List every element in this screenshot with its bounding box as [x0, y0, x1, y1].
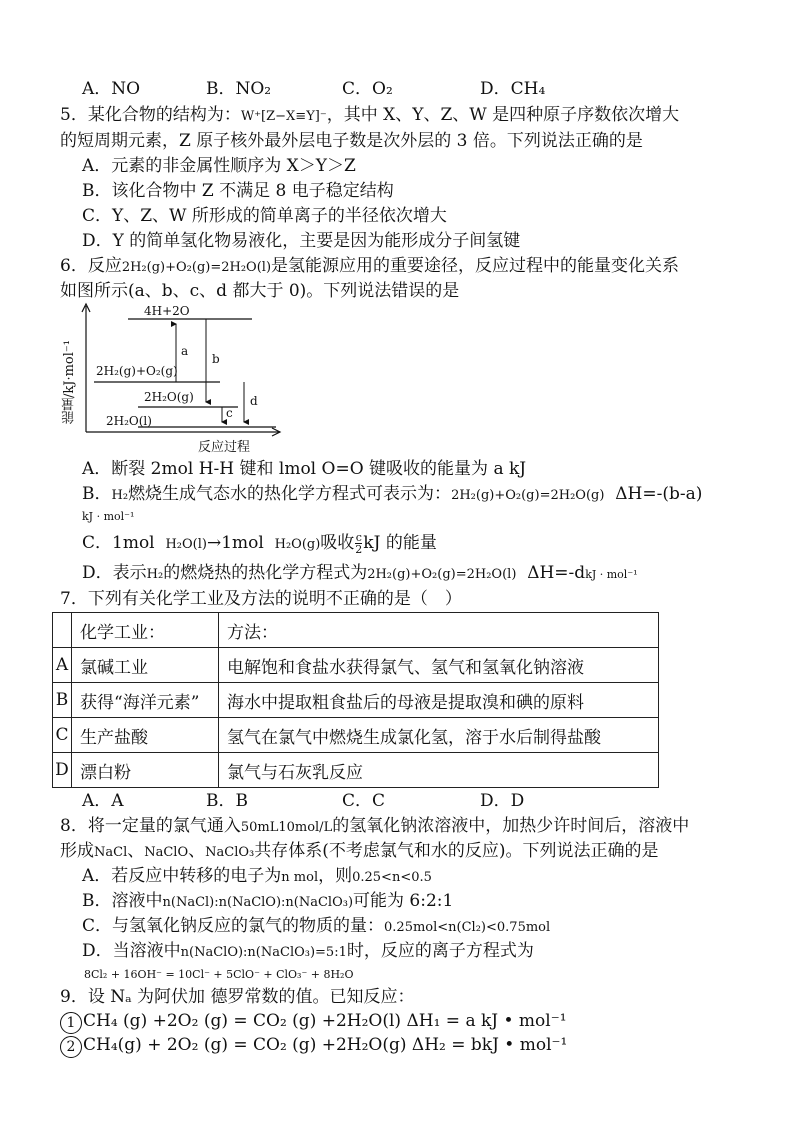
q7-option-d: D．D	[480, 791, 525, 811]
table-header-row	[53, 613, 659, 648]
q4-option-d: D．CH₄	[480, 79, 546, 99]
q6-stem-line1: 6．反应2H₂(g)+O₂(g)=2H₂O(l)是氢能源应用的重要途径，反应过程中的能量变化关系	[60, 256, 680, 276]
table-row: B 获得“海洋元素” 海水中提取粗食盐后的母液是提取溴和碘的原料	[53, 683, 659, 718]
level-label-reactants: 2H₂(g)+O₂(g)	[96, 364, 178, 378]
q5-option-d: D．Y 的简单氢化物易液化，主要是因为能形成分子间氢键	[82, 231, 521, 251]
table-row: C 生产盐酸 氢气在氯气中燃烧生成氯化氢，溶于水后制得盐酸	[53, 718, 659, 753]
diagram-x-label: 反应过程	[198, 440, 251, 455]
table-row: D 漂白粉 氯气与石灰乳反应	[53, 753, 659, 788]
q6-option-b: B．H₂燃烧生成气态水的热化学方程式可表示为：2H₂(g)+O₂(g)=2H₂O(g) ΔH=-(b-a)	[82, 484, 703, 504]
q4-option-c: C．O₂	[342, 79, 393, 99]
q8-stem-line2: 形成NaCl、NaClO、NaClO₃共存体系(不考虑氯气和水的反应)。下列说法正确的是	[60, 841, 659, 861]
q7-stem: 7．下列有关化学工业及方法的说明不正确的是（ ）	[60, 589, 462, 609]
q6-option-a: A．断裂 2mol H-H 键和 lmol O=O 键吸收的能量为 a kJ	[82, 459, 527, 479]
q6-stem-line2: 如图所示(a、b、c、d 都大于 0)。下列说法错误的是	[60, 281, 460, 301]
q9-stem: 9．设 Nₐ 为阿伏加 德罗常数的值。已知反应：	[60, 987, 415, 1007]
arrow-label-c: c	[226, 406, 233, 420]
q5-option-b: B．该化合物中 Z 不满足 8 电子稳定结构	[82, 181, 394, 201]
q8-option-a: A．若反应中转移的电子为n mol，则0.25<n<0.5	[82, 866, 432, 886]
circled-number-2: 2	[60, 1036, 82, 1058]
q7-option-b: B．B	[206, 791, 248, 811]
q7-option-c: C．C	[342, 791, 386, 811]
q8-stem-line1: 8．将一定量的氯气通入50mL10mol/L的氢氧化钠浓溶液中，加热少许时间后，溶液中	[60, 816, 690, 836]
q7-table	[52, 612, 659, 788]
q8-option-b: B．溶液中n(NaCl):n(NaClO):n(NaClO₃)可能为 6:2:1	[82, 891, 454, 911]
q6-option-c: C．1mol H₂O(l)→1mol H₂O(g)吸收 $\frac{c}{2}$ kJ 的能量	[82, 531, 437, 556]
fraction-c-over-2: $\frac{c}{2}$	[355, 531, 363, 556]
header-method: 方法：	[219, 613, 659, 648]
q9-reaction-2: 2 CH₄(g) + 2O₂ (g) = CO₂ (g) +2H₂O(g) ΔH₂ = bkJ • mol⁻¹	[60, 1034, 567, 1058]
q6-reaction: 2H₂(g)+O₂(g)=2H₂O(l)	[121, 260, 272, 275]
arrow-label-a: a	[181, 344, 189, 358]
circled-number-1: 1	[60, 1012, 82, 1034]
q5-stem-line2: 的短周期元素，Z 原子核外最外层电子数是次外层的 3 倍。下列说法正确的是	[60, 131, 643, 151]
diagram-y-label: 能量/kJ·mol⁻¹	[62, 340, 77, 424]
q5-option-c: C．Y、Z、W 所形成的简单离子的半径依次增大	[82, 206, 447, 226]
energy-diagram	[62, 302, 312, 455]
q6-option-d: D．表示H₂的燃烧热的热化学方程式为2H₂(g)+O₂(g)=2H₂O(l) ΔH=-dkJ · mol⁻¹	[82, 563, 638, 583]
arrow-label-d: d	[250, 394, 258, 408]
q5-structure: W⁺[Z−X≡Y]⁻	[240, 109, 327, 124]
level-label-atoms: 4H+2O	[144, 304, 190, 318]
q8-option-c: C．与氢氧化钠反应的氯气的物质的量：0.25mol<n(Cl₂)<0.75mol	[82, 916, 551, 936]
q7-option-a: A．A	[82, 791, 124, 811]
q6-option-b-unit: kJ · mol⁻¹	[82, 510, 135, 523]
table-row: A 氯碱工业 电解饱和食盐水获得氯气、氢气和氢氧化钠溶液	[53, 648, 659, 683]
q9-reaction-1: 1 CH₄ (g) +2O₂ (g) = CO₂ (g) +2H₂O(l) ΔH₁ = a kJ • mol⁻¹	[60, 1010, 567, 1034]
q8-option-d: D．当溶液中n(NaClO):n(NaClO₃)=5:1时，反应的离子方程式为	[82, 941, 534, 961]
q4-option-a: A．NO	[82, 79, 141, 99]
arrow-label-b: b	[212, 352, 220, 366]
q8-ionic-equation: 8Cl₂ + 16OH⁻ = 10Cl⁻ + 5ClO⁻ + ClO₃⁻ + 8H₂O	[84, 968, 354, 981]
level-label-h2o-gas: 2H₂O(g)	[144, 390, 194, 404]
header-industry: 化学工业：	[72, 613, 219, 648]
level-label-h2o-liquid: 2H₂O(l)	[106, 414, 152, 428]
q5-option-a: A．元素的非金属性顺序为 X＞Y＞Z	[82, 156, 356, 176]
q4-option-b: B．NO₂	[206, 79, 272, 99]
q5-stem-line1: 5．某化合物的结构为：W⁺[Z−X≡Y]⁻，其中 X、Y、Z、W 是四种原子序数依次增大	[60, 105, 680, 125]
